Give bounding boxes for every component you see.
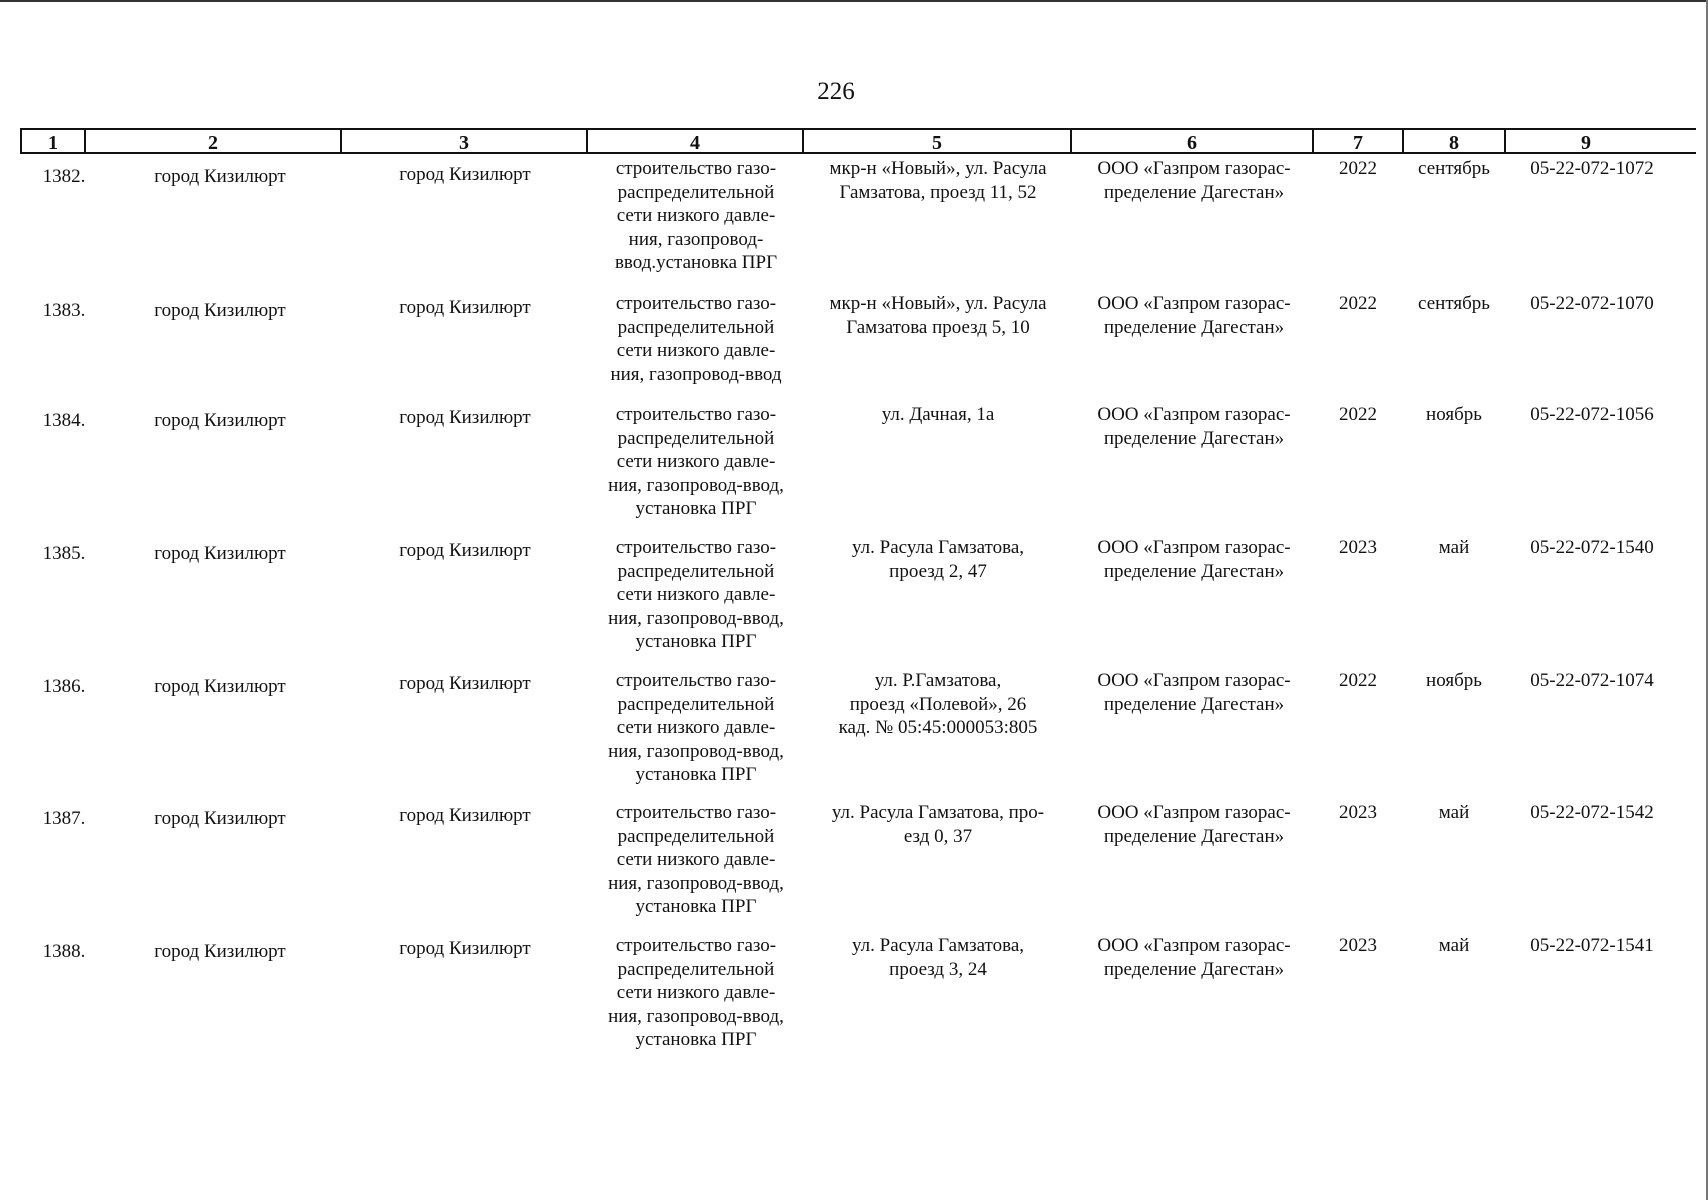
text-line: распределительной	[617, 958, 775, 980]
address-cell	[808, 536, 1068, 583]
text-line: установка ПРГ	[635, 631, 757, 652]
column-header-7: 7	[1353, 132, 1363, 154]
text-line: установка ПРГ	[635, 498, 757, 519]
year-cell: 2022	[1339, 404, 1377, 425]
text-line: Гамзатова проезд 5, 10	[846, 316, 1030, 338]
text-line: ввод.установка ПРГ	[614, 252, 778, 273]
code-cell: 05-22-072-1541	[1530, 935, 1654, 956]
text-line: строительство газо-	[615, 670, 777, 691]
work-description-cell	[586, 292, 806, 386]
municipality-cell: город Кизилюрт	[154, 410, 286, 431]
work-description-cell	[586, 801, 806, 919]
text-line: распределительной	[617, 316, 775, 338]
column-header-3: 3	[459, 132, 469, 154]
municipality-cell: город Кизилюрт	[154, 543, 286, 564]
text-line: проезд 3, 24	[889, 958, 987, 980]
text-line: ул. Р.Гамзатова,	[874, 670, 1002, 691]
text-line: строительство газо-	[615, 293, 777, 314]
municipality-cell: город Кизилюрт	[154, 300, 286, 321]
text-line: распределительной	[617, 693, 775, 715]
year-cell: 2022	[1339, 670, 1377, 691]
work-description-cell	[586, 934, 806, 1052]
month-cell: сентябрь	[1418, 293, 1490, 314]
row-number: 1382.	[42, 166, 86, 187]
column-header-2: 2	[208, 132, 218, 154]
text-line: сети низкого давле-	[616, 584, 776, 605]
municipality-cell: город Кизилюрт	[154, 941, 286, 962]
text-line: мкр-н «Новый», ул. Расула	[829, 158, 1047, 179]
column-header-1: 1	[48, 132, 58, 154]
row-number: 1384.	[42, 410, 86, 431]
text-line: распределительной	[617, 181, 775, 203]
address-cell	[808, 669, 1068, 740]
column-header-4: 4	[690, 132, 700, 154]
organization-cell	[1074, 801, 1314, 848]
text-line: ул. Дачная, 1а	[881, 404, 995, 425]
year-cell: 2023	[1339, 935, 1377, 956]
municipality-cell: город Кизилюрт	[154, 808, 286, 829]
row-number: 1388.	[42, 941, 86, 962]
text-line: сети низкого давле-	[616, 451, 776, 472]
address-cell	[808, 157, 1068, 204]
year-cell: 2023	[1339, 802, 1377, 823]
text-line: сети низкого давле-	[616, 205, 776, 226]
row-number: 1386.	[42, 676, 86, 697]
page-number: 226	[817, 78, 855, 105]
text-line: строительство газо-	[615, 935, 777, 956]
text-line: установка ПРГ	[635, 896, 757, 917]
text-line: установка ПРГ	[635, 1029, 757, 1050]
settlement-cell: город Кизилюрт	[399, 297, 531, 318]
code-cell: 05-22-072-1540	[1530, 537, 1654, 558]
text-line: проезд «Полевой», 26	[849, 693, 1027, 715]
text-line: ния, газопровод-ввод,	[608, 740, 784, 762]
text-line: установка ПРГ	[635, 764, 757, 785]
work-description-cell	[586, 669, 806, 787]
text-line: ООО «Газпром газорас-	[1097, 935, 1291, 956]
code-cell: 05-22-072-1074	[1530, 670, 1654, 691]
text-line: ул. Расула Гамзатова,	[851, 935, 1025, 956]
text-line: мкр-н «Новый», ул. Расула	[829, 293, 1047, 314]
row-number: 1385.	[42, 543, 86, 564]
text-line: ООО «Газпром газорас-	[1097, 404, 1291, 425]
column-header-6: 6	[1187, 132, 1197, 154]
text-line: ул. Расула Гамзатова,	[851, 537, 1025, 558]
text-line: ния, газопровод-ввод,	[608, 474, 784, 496]
work-description-cell	[586, 536, 806, 654]
code-cell: 05-22-072-1056	[1530, 404, 1654, 425]
column-header-8: 8	[1449, 132, 1459, 154]
year-cell: 2022	[1339, 158, 1377, 179]
address-cell	[808, 403, 1068, 427]
text-line: ООО «Газпром газорас-	[1097, 293, 1291, 314]
text-line: ния, газопровод-ввод,	[608, 1005, 784, 1027]
settlement-cell: город Кизилюрт	[399, 673, 531, 694]
work-description-cell	[586, 157, 806, 275]
address-cell	[808, 801, 1068, 848]
settlement-cell: город Кизилюрт	[399, 164, 531, 185]
text-line: кад. № 05:45:000053:805	[838, 717, 1038, 738]
text-line: пределение Дагестан»	[1103, 181, 1285, 203]
text-line: ООО «Газпром газорас-	[1097, 158, 1291, 179]
text-line: ООО «Газпром газорас-	[1097, 537, 1291, 558]
month-cell: май	[1438, 802, 1470, 823]
settlement-cell: город Кизилюрт	[399, 540, 531, 561]
text-line: пределение Дагестан»	[1103, 958, 1285, 980]
organization-cell	[1074, 292, 1314, 339]
organization-cell	[1074, 536, 1314, 583]
text-line: ния, газопровод-ввод	[610, 363, 782, 385]
municipality-cell: город Кизилюрт	[154, 676, 286, 697]
text-line: пределение Дагестан»	[1103, 693, 1285, 715]
text-line: сети низкого давле-	[616, 717, 776, 738]
month-cell: ноябрь	[1426, 404, 1482, 425]
year-cell: 2023	[1339, 537, 1377, 558]
row-number: 1387.	[42, 808, 86, 829]
month-cell: ноябрь	[1426, 670, 1482, 691]
settlement-cell: город Кизилюрт	[399, 938, 531, 959]
work-description-cell	[586, 403, 806, 521]
settlement-cell: город Кизилюрт	[399, 407, 531, 428]
text-line: езд 0, 37	[903, 825, 973, 847]
text-line: ния, газопровод-	[628, 228, 764, 250]
address-cell	[808, 934, 1068, 981]
text-line: строительство газо-	[615, 802, 777, 823]
organization-cell	[1074, 669, 1314, 716]
address-cell	[808, 292, 1068, 339]
organization-cell	[1074, 934, 1314, 981]
code-cell: 05-22-072-1072	[1530, 158, 1654, 179]
text-line: распределительной	[617, 427, 775, 449]
text-line: строительство газо-	[615, 158, 777, 179]
text-line: сети низкого давле-	[616, 340, 776, 361]
text-line: пределение Дагестан»	[1103, 560, 1285, 582]
text-line: сети низкого давле-	[616, 982, 776, 1003]
text-line: пределение Дагестан»	[1103, 427, 1285, 449]
column-header-9: 9	[1581, 132, 1591, 154]
text-line: сети низкого давле-	[616, 849, 776, 870]
scan-top-edge	[0, 0, 1708, 2]
text-line: распределительной	[617, 560, 775, 582]
text-line: пределение Дагестан»	[1103, 825, 1285, 847]
text-line: ния, газопровод-ввод,	[608, 872, 784, 894]
municipality-cell: город Кизилюрт	[154, 166, 286, 187]
text-line: пределение Дагестан»	[1103, 316, 1285, 338]
text-line: Гамзатова, проезд 11, 52	[839, 181, 1037, 203]
row-number: 1383.	[42, 300, 86, 321]
settlement-cell: город Кизилюрт	[399, 805, 531, 826]
text-line: ООО «Газпром газорас-	[1097, 670, 1291, 691]
text-line: ООО «Газпром газорас-	[1097, 802, 1291, 823]
organization-cell	[1074, 157, 1314, 204]
column-header-5: 5	[932, 132, 942, 154]
month-cell: май	[1438, 537, 1470, 558]
text-line: проезд 2, 47	[889, 560, 987, 582]
text-line: распределительной	[617, 825, 775, 847]
text-line: строительство газо-	[615, 537, 777, 558]
code-cell: 05-22-072-1542	[1530, 802, 1654, 823]
month-cell: май	[1438, 935, 1470, 956]
text-line: строительство газо-	[615, 404, 777, 425]
month-cell: сентябрь	[1418, 158, 1490, 179]
year-cell: 2022	[1339, 293, 1377, 314]
text-line: ния, газопровод-ввод,	[608, 607, 784, 629]
text-line: ул. Расула Гамзатова, про-	[831, 802, 1045, 823]
code-cell: 05-22-072-1070	[1530, 293, 1654, 314]
organization-cell	[1074, 403, 1314, 450]
